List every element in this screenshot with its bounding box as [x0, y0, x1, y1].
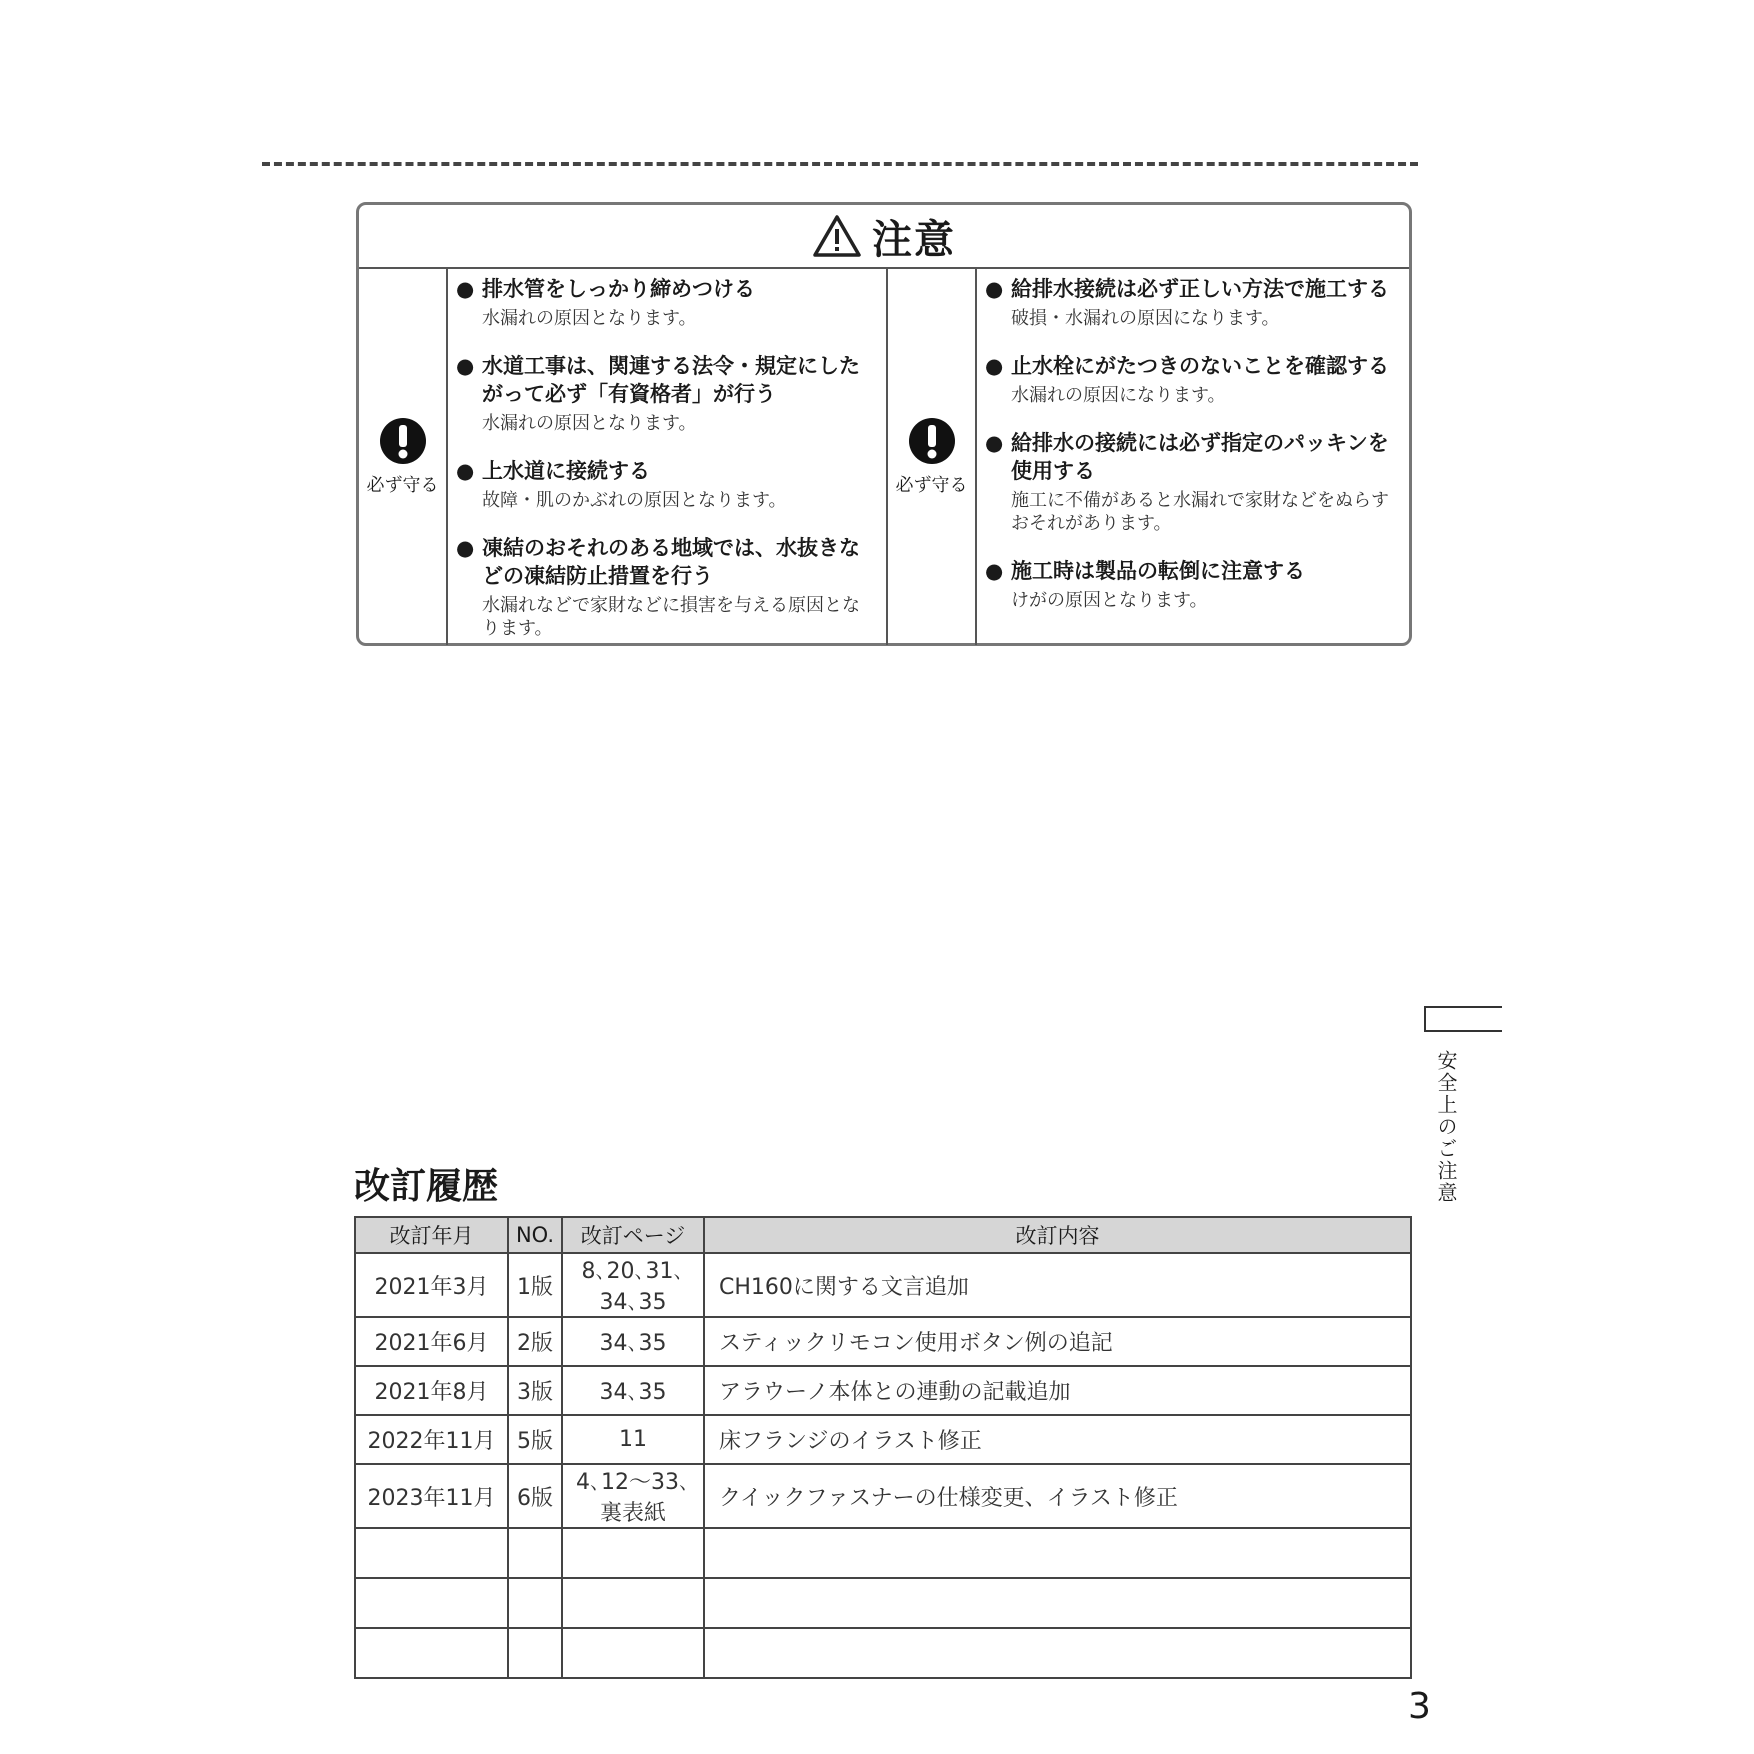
table-row: [355, 1415, 1411, 1464]
revision-pages: 34､35: [562, 1366, 704, 1415]
warning-triangle-icon: [812, 214, 862, 258]
must-follow-label: 必ず守る: [366, 475, 439, 496]
revision-date: 2021年6月: [355, 1317, 508, 1366]
revision-pages: 8､20､31､34､35: [562, 1253, 704, 1317]
caution-item-head: 水道工事は、関連する法令・規定にしたがって必ず「有資格者」が行う: [482, 354, 860, 406]
caution-item-desc: 施工に不備があると水漏れで家財などをぬらすおそれがあります。: [1011, 490, 1389, 534]
caution-item: ● 水道工事は、関連する法令・規定にしたがって必ず「有資格者」が行う 水漏れの原因となります。: [456, 352, 876, 435]
caution-item-head: 凍結のおそれのある地域では、水抜きなどの凍結防止措置を行う: [482, 536, 860, 588]
table-header-row: [355, 1217, 1411, 1253]
table-row: [355, 1366, 1411, 1415]
column-header: 改訂ページ: [562, 1217, 704, 1253]
column-header: NO.: [508, 1217, 562, 1253]
dashed-divider: [262, 162, 1418, 166]
revision-pages: 4､12〜33､裏表紙: [562, 1464, 704, 1528]
must-follow-label: 必ず守る: [895, 475, 968, 496]
revision-no: 1版: [508, 1253, 562, 1317]
revision-no: 6版: [508, 1464, 562, 1528]
caution-item: ● 上水道に接続する 故障・肌のかぶれの原因となります。: [456, 457, 876, 512]
caution-right-list: [977, 269, 1409, 645]
caution-box: [356, 202, 1412, 646]
revision-pages: 11: [562, 1415, 704, 1464]
caution-item-head: 給排水の接続には必ず指定のパッキンを使用する: [1011, 431, 1389, 483]
caution-item-head: 施工時は製品の転倒に注意する: [1011, 559, 1305, 583]
column-header: 改訂内容: [704, 1217, 1411, 1253]
caution-item: ● 給排水接続は必ず正しい方法で施工する 破損・水漏れの原因になります。: [985, 275, 1399, 330]
revision-table: [354, 1216, 1412, 1679]
exclamation-icon: [379, 417, 427, 465]
must-follow-right: [886, 269, 977, 645]
revision-no: 2版: [508, 1317, 562, 1366]
exclamation-icon: [908, 417, 956, 465]
revision-no: 3版: [508, 1366, 562, 1415]
revision-date: 2022年11月: [355, 1415, 508, 1464]
revision-content: 床フランジのイラスト修正: [704, 1415, 1411, 1464]
revision-content: クイックファスナーの仕様変更、イラスト修正: [704, 1464, 1411, 1528]
table-row-empty: [355, 1528, 1411, 1578]
caution-item: ● 止水栓にがたつきのないことを確認する 水漏れの原因になります。: [985, 352, 1399, 407]
revision-content: スティックリモコン使用ボタン例の追記: [704, 1317, 1411, 1366]
revision-pages: 34､35: [562, 1317, 704, 1366]
table-row-empty: [355, 1628, 1411, 1678]
caution-item: ● 給排水の接続には必ず指定のパッキンを使用する 施工に不備があると水漏れで家財などをぬらすおそれがあります。: [985, 429, 1399, 535]
table-row-empty: [355, 1578, 1411, 1628]
page-number: 3: [1408, 1686, 1431, 1727]
caution-item-desc: 水漏れの原因となります。: [482, 413, 697, 434]
revision-date: 2021年8月: [355, 1366, 508, 1415]
caution-item-desc: 水漏れなどで家財などに損害を与える原因となります。: [482, 595, 860, 639]
caution-item: ● 排水管をしっかり締めつける 水漏れの原因となります。: [456, 275, 876, 330]
caution-item-desc: けがの原因となります。: [1011, 590, 1208, 611]
side-tab-marker: [1424, 1006, 1502, 1032]
revision-heading: 改訂履歴: [354, 1166, 499, 1207]
caution-item-head: 上水道に接続する: [482, 459, 650, 483]
column-header: 改訂年月: [355, 1217, 508, 1253]
caution-item-head: 排水管をしっかり締めつける: [482, 277, 755, 301]
caution-item-desc: 破損・水漏れの原因になります。: [1011, 308, 1280, 329]
caution-item: ● 施工時は製品の転倒に注意する けがの原因となります。: [985, 557, 1399, 612]
caution-item-desc: 故障・肌のかぶれの原因となります。: [482, 490, 787, 511]
revision-content: アラウーノ本体との連動の記載追加: [704, 1366, 1411, 1415]
revision-content: CH160に関する文言追加: [704, 1253, 1411, 1317]
table-row: [355, 1464, 1411, 1528]
caution-item-desc: 水漏れの原因になります。: [1011, 385, 1226, 406]
must-follow-left: [359, 269, 448, 645]
caution-title: 注意: [872, 216, 956, 263]
side-tab-label: 安全上のご注意: [1434, 1050, 1458, 1204]
revision-date: 2023年11月: [355, 1464, 508, 1528]
caution-item-head: 止水栓にがたつきのないことを確認する: [1011, 354, 1389, 378]
revision-date: 2021年3月: [355, 1253, 508, 1317]
caution-item-head: 給排水接続は必ず正しい方法で施工する: [1011, 277, 1389, 301]
table-row: [355, 1253, 1411, 1317]
caution-item-desc: 水漏れの原因となります。: [482, 308, 697, 329]
caution-left-list: [448, 269, 886, 645]
revision-no: 5版: [508, 1415, 562, 1464]
caution-item: ● 凍結のおそれのある地域では、水抜きなどの凍結防止措置を行う 水漏れなどで家財などに損害を与える原因となります。: [456, 534, 876, 640]
caution-header: [359, 205, 1409, 269]
table-row: [355, 1317, 1411, 1366]
